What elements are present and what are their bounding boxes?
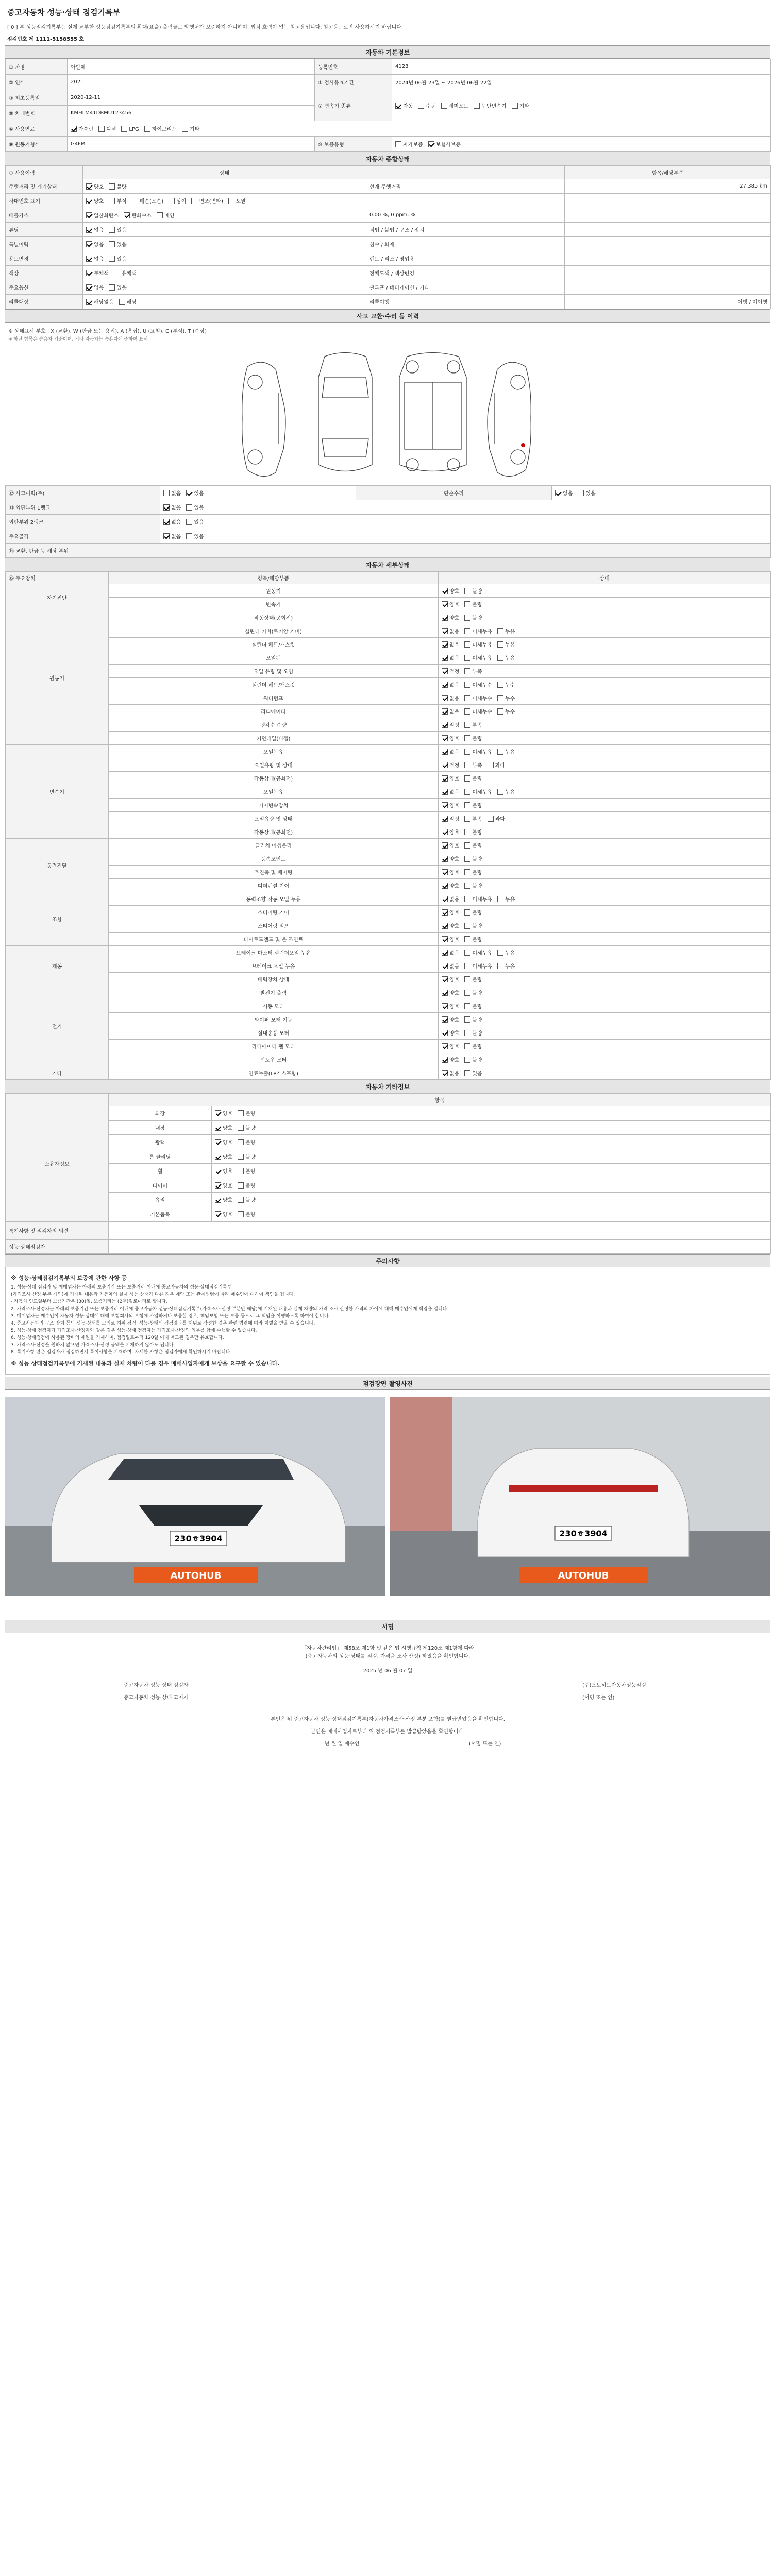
notes-line: (가격조사·산정 부분 제외)에 기재된 내용과 자동차의 실제 성능·상태가 다른 경우 계약 또는 관계법령에 따라 매수인에 대하여 책임을 집니다. xyxy=(11,1292,295,1297)
checkbox[interactable] xyxy=(464,883,470,889)
section-photos-header: 점검장면 촬영사진 xyxy=(5,1377,770,1390)
label-firstreg: ③ 최초등록일 xyxy=(6,90,68,106)
photo-front-plate: 230ㅎ3904 xyxy=(174,1534,223,1544)
checkbox[interactable] xyxy=(442,682,448,688)
checkbox[interactable] xyxy=(464,641,470,648)
checkbox[interactable] xyxy=(442,668,448,674)
sign-p2: 중고자동차 성능·상태 고지자 xyxy=(124,1695,189,1701)
general-row: 차대번호 표기 양호 부식 훼손(오손) 상이 변조(변타) 도말 xyxy=(6,194,771,208)
checkbox[interactable] xyxy=(418,103,424,109)
other-row: 타이어 양호 불량 xyxy=(6,1178,771,1193)
value-firstreg: 2020-12-11 xyxy=(68,90,315,106)
section-detail-header: 자동차 세부상태 xyxy=(5,558,770,571)
checkbox[interactable] xyxy=(442,816,448,822)
detail-row: 실린더 헤드/개스킷 없음 미세누수 누수 xyxy=(6,678,771,691)
detail-row: 브레이크 오일 누유 없음 미세누유 누유 xyxy=(6,959,771,973)
detail-row: 윈도우 모터 양호 불량 xyxy=(6,1053,771,1066)
car-diagram xyxy=(5,346,770,485)
other-row: 광택 양호 불량 xyxy=(6,1135,771,1149)
detail-row: 라디에이터 팬 모터 양호 불량 xyxy=(6,1040,771,1053)
detail-row: 전기 발전기 출력 양호 불량 xyxy=(6,986,771,999)
checkbox[interactable] xyxy=(109,284,115,291)
photo-front xyxy=(5,1397,385,1596)
general-row: 용도변경 없음 있음 렌트 / 리스 / 영업용 xyxy=(6,251,771,266)
checkbox[interactable] xyxy=(464,682,470,688)
checkbox[interactable] xyxy=(86,270,92,276)
checkbox[interactable] xyxy=(169,198,175,204)
checkbox[interactable] xyxy=(442,856,448,862)
checkbox[interactable] xyxy=(238,1125,244,1131)
sign-date: 2025 년 06 월 07 일 xyxy=(363,1668,413,1674)
checkbox[interactable] xyxy=(442,601,448,607)
checkbox[interactable] xyxy=(442,1043,448,1049)
checkbox[interactable] xyxy=(442,775,448,782)
checkbox[interactable] xyxy=(215,1168,221,1174)
detail-row: 타이로드엔드 및 볼 조인트 양호 불량 xyxy=(6,933,771,946)
checkbox[interactable] xyxy=(464,1057,470,1063)
other-row: 룸 클리닝 양호 불량 xyxy=(6,1149,771,1164)
checkbox[interactable] xyxy=(464,789,470,795)
notes-line: - 자동차 인도일부터 보증기간은 (30)일, 보증거리는 (2천)킬로미터로 합니다. xyxy=(11,1299,167,1304)
trans-options: 자동 수동 세미오토 무단변속기 기타 xyxy=(392,90,771,121)
notes-line: 6. 성능·상태점검에 사용된 장비의 제원을 기재하며, 점검일로부터 120일 이내 매도된 경우만 유효합니다. xyxy=(11,1335,224,1341)
detail-row: 오일유량 및 상태 적정 부족 과다 xyxy=(6,758,771,772)
checkbox[interactable] xyxy=(464,802,470,808)
detail-row: 오일 유량 및 오염 적정 부족 xyxy=(6,665,771,678)
other-memo-label: 특기사항 및 점검자의 의견 xyxy=(6,1222,109,1240)
checkbox[interactable] xyxy=(442,869,448,875)
sign-p1v: (주)오토허브자동차성능점검 xyxy=(582,1683,646,1688)
damage-legend-note: ※ 하단 항목은 승용차 기준이며, 기타 자동차는 승용차에 준하여 표시 xyxy=(8,337,148,342)
detail-row: 변속기 양호 불량 xyxy=(6,598,771,611)
section-basic-header: 자동차 기본정보 xyxy=(5,45,770,59)
checkbox[interactable] xyxy=(464,601,470,607)
sign-p1: 중고자동차 성능·상태 점검자 xyxy=(124,1683,189,1688)
checkbox[interactable] xyxy=(109,256,115,262)
detail-row: 작동상태(공회전) 양호 불량 xyxy=(6,772,771,785)
checkbox[interactable] xyxy=(497,708,503,715)
general-row: 특별이력 없음 있음 침수 / 화재 xyxy=(6,237,771,251)
checkbox[interactable] xyxy=(497,896,503,902)
checkbox[interactable] xyxy=(86,198,92,204)
value-name: 아반떼 xyxy=(68,59,315,75)
detail-row: 조향 동력조향 작동 오일 누유 없음 미세누유 누유 xyxy=(6,892,771,906)
checkbox[interactable] xyxy=(464,708,470,715)
damage-q3: ⑬ 외판부위 1랭크 xyxy=(6,500,160,515)
notes-line: 4. 중고자동차의 구조·장치 등의 성능·상태를 고의로 허위 점검, 성능·상태의 점검결과를 허위로 작성한 경우 관련 법령에 따라 처벌을 받을 수 있습니다. xyxy=(11,1321,315,1326)
value-motor: G4FM xyxy=(68,137,315,152)
sign-p2v: (서명 또는 인) xyxy=(582,1695,615,1701)
other-memo-table xyxy=(5,1222,771,1254)
checkbox[interactable] xyxy=(157,212,163,218)
damage-q5: 주요골격 xyxy=(6,529,160,544)
label-warranty: ⑩ 보증유형 xyxy=(315,137,392,152)
checkbox[interactable] xyxy=(442,628,448,634)
checkbox[interactable] xyxy=(464,628,470,634)
sign-confirm1: 본인은 위 중고자동차 성능·상태점검기록부(자동차가격조사·산정 부분 포함)를 발급받았음을 확인합니다. xyxy=(271,1717,505,1722)
detail-head-3: 상태 xyxy=(439,572,771,584)
checkbox[interactable] xyxy=(238,1211,244,1217)
detail-row: 냉각수 수량 적정 부족 xyxy=(6,718,771,732)
checkbox[interactable] xyxy=(442,896,448,902)
checkbox[interactable] xyxy=(86,241,92,247)
other-head: 항목 xyxy=(109,1094,771,1106)
checkbox[interactable] xyxy=(109,183,115,190)
checkbox[interactable] xyxy=(442,615,448,621)
checkbox[interactable] xyxy=(114,270,120,276)
general-row: 색상 무채색 유채색 전체도색 / 색상변경 xyxy=(6,266,771,280)
checkbox[interactable] xyxy=(442,789,448,795)
detail-row: 오일팬 없음 미세누유 누유 xyxy=(6,651,771,665)
checkbox[interactable] xyxy=(442,963,448,969)
other-row: 유리 양호 불량 xyxy=(6,1193,771,1207)
checkbox[interactable] xyxy=(497,641,503,648)
basic-table xyxy=(5,59,771,152)
detail-row: 배력장치 상태 양호 불량 xyxy=(6,973,771,986)
checkbox[interactable] xyxy=(442,829,448,835)
checkbox[interactable] xyxy=(464,1003,470,1009)
checkbox[interactable] xyxy=(442,923,448,929)
checkbox[interactable] xyxy=(238,1168,244,1174)
other-table xyxy=(5,1093,771,1222)
damage-q4: 외판부위 2랭크 xyxy=(6,515,160,529)
checkbox[interactable] xyxy=(121,126,127,132)
car-outline-svg xyxy=(5,346,770,485)
photo-rear xyxy=(390,1397,770,1596)
notes-line: 2. 가격조사·산정자는 아래의 보증기간 또는 보증거리 이내에 중고자동차 성능·상태점검기록부(가격조사·산정 부분만 해당)에 기재된 내용과 실제 차량의 가격 조사·산정한 가격의 차이에 대해 매수인에게 책임을 집니다. xyxy=(11,1307,449,1312)
photo-front-banner: AUTOHUB xyxy=(170,1570,222,1581)
detail-row: 원동기 작동상태(공회전) 양호 불량 xyxy=(6,611,771,624)
detail-row: 기타 연료누출(LP가스포함) 없음 있음 xyxy=(6,1066,771,1080)
checkbox[interactable] xyxy=(512,103,518,109)
checkbox[interactable] xyxy=(238,1110,244,1116)
checkbox[interactable] xyxy=(442,708,448,715)
section-general-header: 자동차 종합상태 xyxy=(5,152,770,165)
car-front-top-icon xyxy=(318,353,372,471)
damage-table: ⑫ 사고이력(주) 없음 있음 단순수리 없음 있음 ⑬ 외판부위 1랭크 없음 있음 외판부위 2랭크 없음 있음 주요골격 없음 있음 ⑭ 교환, 판금 등 해당 부위 xyxy=(5,485,771,558)
notes-warning: ※ 성능 상태점검기록부에 기재된 내용과 실제 차량이 다를 경우 매매사업자에게 보상을 요구할 수 있습니다. xyxy=(11,1360,280,1367)
label-fuel: ⑥ 사용연료 xyxy=(6,121,68,137)
checkbox[interactable] xyxy=(464,936,470,942)
checkbox[interactable] xyxy=(238,1197,244,1203)
checkbox[interactable] xyxy=(442,749,448,755)
sign-buyer-date: 년 월 일 매수인 xyxy=(325,1741,360,1747)
section-other-header: 자동차 기타정보 xyxy=(5,1080,770,1093)
checkbox[interactable] xyxy=(442,802,448,808)
checkbox[interactable] xyxy=(395,141,401,147)
checkbox[interactable] xyxy=(464,722,470,728)
checkbox[interactable] xyxy=(464,762,470,768)
checkbox[interactable] xyxy=(132,198,138,204)
document xyxy=(5,3,770,1767)
checkbox[interactable] xyxy=(215,1182,221,1189)
checkbox[interactable] xyxy=(497,749,503,755)
value-period: 2024년 06월 23일 ~ 2026년 06월 22일 xyxy=(392,75,771,90)
checkbox[interactable] xyxy=(464,735,470,741)
notes-line: 1. 성능·상태 점검자 및 매매업자는 아래의 보증기간 또는 보증거리 이내에 중고자동차의 성능·상태점검기록부 xyxy=(11,1285,232,1290)
doc-notice: [ 0 ] 본 성능점검기록부는 실제 교부한 성능점검기록부의 확대(표출) 출력물로 발행처가 보증하지 아니하며, 법적 효력이 없는 참고용입니다. 참고용으로만 사용하시기 바랍니다. xyxy=(7,25,404,30)
checkbox[interactable] xyxy=(464,976,470,982)
sign-confirm2: 본인은 매매사업자로부터 위 점검기록부를 발급받았음을 확인합니다. xyxy=(310,1729,465,1735)
value-year: 2021 xyxy=(68,75,315,90)
car-rear-top-icon xyxy=(399,353,466,471)
checkbox[interactable] xyxy=(442,883,448,889)
checkbox[interactable] xyxy=(464,923,470,929)
sign-block xyxy=(5,1633,770,1767)
damage-q2: 단순수리 xyxy=(356,486,552,500)
checkbox[interactable] xyxy=(464,775,470,782)
checkbox[interactable] xyxy=(464,896,470,902)
checkbox[interactable] xyxy=(442,1003,448,1009)
general-row: 주요옵션 없음 있음 썬루프 / 네비게이션 / 기타 xyxy=(6,280,771,295)
checkbox[interactable] xyxy=(238,1182,244,1189)
sign-buyer-sig: (서명 또는 인) xyxy=(469,1741,501,1747)
detail-row: 워터펌프 없음 미세누수 누수 xyxy=(6,691,771,705)
detail-row: 와이퍼 모터 기능 양호 불량 xyxy=(6,1013,771,1026)
checkbox[interactable] xyxy=(215,1197,221,1203)
general-row: 주행거리 및 계기상태 양호 불량 현재 주행거리 27,385 km xyxy=(6,179,771,194)
notes-line: 3. 매매업자는 매수인이 자동차 성능·상태에 대해 보험회사의 보험에 가입하거나 보증할 경우, 책임보험 또는 보증 등으로 그 책임을 이행하도록 하여야 합니다. xyxy=(11,1314,330,1319)
notes-heading: ※ 성능·상태점검기록부의 보증에 관한 사항 등 xyxy=(11,1275,127,1281)
checkbox[interactable] xyxy=(442,1070,448,1076)
checkbox[interactable] xyxy=(442,695,448,701)
checkbox[interactable] xyxy=(464,655,470,661)
checkbox[interactable] xyxy=(215,1139,221,1145)
checkbox[interactable] xyxy=(428,141,434,147)
checkbox[interactable] xyxy=(86,284,92,291)
checkbox[interactable] xyxy=(464,856,470,862)
checkbox[interactable] xyxy=(442,842,448,849)
general-row: 배출가스 일산화탄소 탄화수소 매연 0.00 %, 0 ppm, % xyxy=(6,208,771,223)
detail-row: 동력전달 클러치 어셈블리 양호 불량 xyxy=(6,839,771,852)
checkbox[interactable] xyxy=(144,126,150,132)
detail-row: 작동상태(공회전) 양호 불량 xyxy=(6,825,771,839)
detail-row: 실린더 커버(로커암 커버) 없음 미세누유 누유 xyxy=(6,624,771,638)
car-left-side-icon xyxy=(242,362,285,476)
general-head-state: 상태 xyxy=(83,166,366,179)
checkbox[interactable] xyxy=(215,1125,221,1131)
damage-q6: ⑭ 교환, 판금 등 해당 부위 xyxy=(6,544,771,558)
checkbox[interactable] xyxy=(497,695,503,701)
checkbox[interactable] xyxy=(228,198,234,204)
value-regno: 4123 xyxy=(392,59,771,75)
section-notes-header: 주의사항 xyxy=(5,1254,770,1267)
detail-row: 라디에이터 없음 미세누수 누수 xyxy=(6,705,771,718)
checkbox[interactable] xyxy=(497,950,503,956)
checkbox[interactable] xyxy=(442,735,448,741)
sign-line1: 「자동차관리법」 제58조 제1항 및 같은 법 시행규칙 제120조 제1항에 따라 xyxy=(301,1646,474,1651)
checkbox[interactable] xyxy=(395,103,401,109)
checkbox[interactable] xyxy=(464,963,470,969)
detail-row: 커먼레일(디젤) 양호 불량 xyxy=(6,732,771,745)
checkbox[interactable] xyxy=(464,909,470,916)
checkbox[interactable] xyxy=(442,655,448,661)
label-vin: ⑤ 차대번호 xyxy=(6,106,68,121)
checkbox[interactable] xyxy=(109,198,115,204)
photo-rear-banner: AUTOHUB xyxy=(558,1570,609,1581)
value-vin: KMHLM41DBMU123456 xyxy=(68,106,315,121)
checkbox[interactable] xyxy=(442,990,448,996)
detail-row: 시동 모터 양호 불량 xyxy=(6,999,771,1013)
checkbox[interactable] xyxy=(71,126,77,132)
checkbox[interactable] xyxy=(488,762,494,768)
general-row: 튜닝 없음 있음 적법 / 불법 / 구조 / 장치 xyxy=(6,223,771,237)
doc-title: 중고자동차 성능·상태 점검기록부 xyxy=(7,8,121,17)
checkbox[interactable] xyxy=(464,1070,470,1076)
detail-row: 추진축 및 베어링 양호 불량 xyxy=(6,866,771,879)
detail-row: 자기진단 원동기 양호 불량 xyxy=(6,584,771,598)
checkbox[interactable] xyxy=(441,103,447,109)
checkbox[interactable] xyxy=(442,936,448,942)
detail-row: 등속조인트 양호 불량 xyxy=(6,852,771,866)
checkbox[interactable] xyxy=(442,641,448,648)
label-name: ① 차명 xyxy=(6,59,68,75)
checkbox[interactable] xyxy=(488,816,494,822)
checkbox[interactable] xyxy=(182,126,188,132)
checkbox[interactable] xyxy=(86,212,92,218)
other-row: 기본품목 양호 불량 xyxy=(6,1207,771,1222)
checkbox[interactable] xyxy=(86,299,92,305)
damage-q1: ⑫ 사고이력(주) xyxy=(6,486,160,500)
checkbox[interactable] xyxy=(442,1030,448,1036)
checkbox[interactable] xyxy=(215,1154,221,1160)
label-regno: 등록번호 xyxy=(315,59,392,75)
damage-legend: ※ 상태표시 부호 : X (교환), W (판금 또는 용접), A (흠집), U (요철), C (부식), T (손상) xyxy=(8,329,207,334)
general-row: 리콜대상 해당없음 해당 리콜이행 이행 / 미이행 xyxy=(6,295,771,309)
detail-table xyxy=(5,571,771,1080)
checkbox[interactable] xyxy=(215,1211,221,1217)
damage-marker-icon xyxy=(521,443,525,447)
sign-line2: (중고자동차의 성능·상태를 점검, 가격을 조사·산정) 하였음을 확인합니다. xyxy=(305,1654,470,1659)
checkbox[interactable] xyxy=(238,1139,244,1145)
checkbox[interactable] xyxy=(464,990,470,996)
fuel-options: 가솔린 디젤 LPG 하이브리드 기타 xyxy=(68,121,771,137)
detail-row: 기어변속장치 양호 불량 xyxy=(6,799,771,812)
checkbox[interactable] xyxy=(464,695,470,701)
checkbox[interactable] xyxy=(474,103,480,109)
checkbox[interactable] xyxy=(215,1110,221,1116)
warranty-options: 자가보증 보험사보증 xyxy=(392,137,771,152)
checkbox[interactable] xyxy=(98,126,105,132)
checkbox[interactable] xyxy=(86,183,92,190)
doc-number: 점검번호 제 1111-5158555 호 xyxy=(7,37,85,42)
other-memo2-label: 성능·상태점검자 xyxy=(6,1240,109,1254)
detail-row: 오일유량 및 상태 적정 부족 과다 xyxy=(6,812,771,825)
checkbox[interactable] xyxy=(442,1057,448,1063)
detail-row: 실내송풍 모터 양호 불량 xyxy=(6,1026,771,1040)
checkbox[interactable] xyxy=(442,909,448,916)
photos-block xyxy=(5,1390,770,1606)
detail-row: 제동 브레이크 마스터 실린더오일 누유 없음 미세누유 누유 xyxy=(6,946,771,959)
other-row: 휠 양호 불량 xyxy=(6,1164,771,1178)
detail-row: 오일누유 없음 미세누유 누유 xyxy=(6,785,771,799)
checkbox[interactable] xyxy=(86,227,92,233)
checkbox[interactable] xyxy=(497,682,503,688)
checkbox[interactable] xyxy=(109,227,115,233)
label-period: ⑧ 검사유효기간 xyxy=(315,75,392,90)
checkbox[interactable] xyxy=(464,842,470,849)
general-head-part: 항목/해당부품 xyxy=(565,166,771,179)
checkbox[interactable] xyxy=(238,1154,244,1160)
notes-line: 5. 성능·상태 점검자가 가격조사·산정자와 같은 경우 성능·상태 점검자는 가격조사·산정의 업무를 함께 수행할 수 있습니다. xyxy=(11,1328,257,1333)
checkbox[interactable] xyxy=(464,816,470,822)
detail-row: 디퍼렌셜 기어 양호 불량 xyxy=(6,879,771,892)
checkbox[interactable] xyxy=(464,588,470,594)
checkbox[interactable] xyxy=(464,615,470,621)
checkbox[interactable] xyxy=(497,655,503,661)
general-table xyxy=(5,165,771,309)
checkbox[interactable] xyxy=(442,762,448,768)
notes-line: 7. 가격조사·산정을 원하지 않으면 가격조사·산정 금액을 기재하지 않아도 됩니다. xyxy=(11,1343,175,1348)
section-damage-header: 사고 교환·수리 등 이력 xyxy=(5,309,770,323)
checkbox[interactable] xyxy=(497,963,503,969)
checkbox[interactable] xyxy=(119,299,125,305)
car-right-side-icon xyxy=(488,362,531,476)
checkbox[interactable] xyxy=(109,241,115,247)
detail-head-2: 항목/해당부품 xyxy=(109,572,439,584)
section-sign-header: 서명 xyxy=(5,1620,770,1633)
checkbox[interactable] xyxy=(464,749,470,755)
checkbox[interactable] xyxy=(464,1043,470,1049)
checkbox[interactable] xyxy=(442,722,448,728)
label-motor: ⑨ 원동기형식 xyxy=(6,137,68,152)
photo-rear-plate: 230ㅎ3904 xyxy=(559,1529,608,1538)
checkbox[interactable] xyxy=(442,950,448,956)
checkbox[interactable] xyxy=(497,628,503,634)
checkbox[interactable] xyxy=(464,1016,470,1023)
other-row: 내장 양호 불량 xyxy=(6,1121,771,1135)
label-year: ② 연식 xyxy=(6,75,68,90)
checkbox[interactable] xyxy=(464,668,470,674)
checkbox[interactable] xyxy=(442,976,448,982)
general-head-item: ① 사용이력 xyxy=(6,166,83,179)
detail-row: 스티어링 펌프 양호 불량 xyxy=(6,919,771,933)
notes-line: 8. 특기사항 란은 점검자가 점검하면서 특이사항을 기재하며, 자세한 사항은 점검자에게 확인하시기 바랍니다. xyxy=(11,1350,232,1355)
checkbox[interactable] xyxy=(464,869,470,875)
checkbox[interactable] xyxy=(442,588,448,594)
checkbox[interactable] xyxy=(124,212,130,218)
notes-block xyxy=(5,1267,770,1375)
label-trans: ⑦ 변속기 종류 xyxy=(315,90,392,121)
checkbox[interactable] xyxy=(442,1016,448,1023)
detail-row: 실린더 헤드/개스킷 없음 미세누유 누유 xyxy=(6,638,771,651)
checkbox[interactable] xyxy=(464,1030,470,1036)
checkbox[interactable] xyxy=(464,829,470,835)
detail-head-1: ⑮ 주요장치 xyxy=(6,572,109,584)
checkbox[interactable] xyxy=(86,256,92,262)
checkbox[interactable] xyxy=(191,198,197,204)
checkbox[interactable] xyxy=(464,950,470,956)
checkbox[interactable] xyxy=(497,789,503,795)
detail-row: 변속기 오일누유 없음 미세누유 누유 xyxy=(6,745,771,758)
detail-row: 스티어링 기어 양호 불량 xyxy=(6,906,771,919)
other-row: 소유자정보 외장 양호 불량 xyxy=(6,1106,771,1121)
